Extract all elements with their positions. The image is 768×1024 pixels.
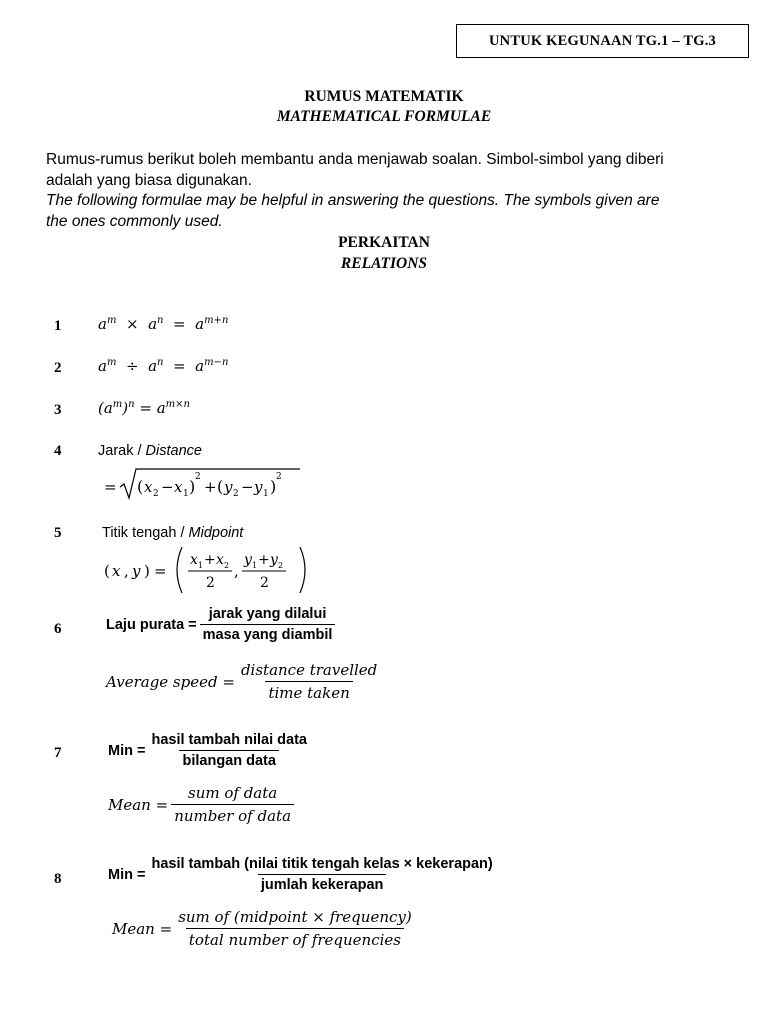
svg-text:2: 2 [233, 489, 239, 499]
intro-english [46, 190, 726, 232]
formula-7-english-fraction [171, 784, 294, 825]
svg-text:): ) [144, 562, 150, 580]
formula-1: $a^m \times a^n = a^{m+n}$ [98, 315, 229, 333]
svg-text:2: 2 [276, 472, 282, 482]
formula-7-number: 7 [54, 745, 62, 761]
formula-8-malay-numerator: hasil tambah (nilai titik tengah kelas × kekerapan) [151, 856, 493, 872]
svg-text:(: ( [137, 477, 144, 496]
svg-text:2: 2 [224, 561, 230, 570]
svg-text:+: + [204, 552, 216, 568]
svg-text:1: 1 [198, 561, 204, 570]
svg-text:): ) [189, 477, 196, 496]
formula-7-malay-lhs: Min = [108, 742, 146, 759]
formula-5 [104, 545, 324, 600]
formula-8-english-fraction [175, 908, 415, 949]
svg-text:2: 2 [153, 489, 159, 499]
intro-english-line1: The following formulae may be helpful in answering the questions. The symbols given are [46, 192, 660, 209]
formula-6-english-lhs: Average speed = [106, 672, 235, 691]
formula-6-malay-lhs: Laju purata = [106, 616, 197, 633]
svg-text:x: x [112, 562, 121, 580]
svg-text:(: ( [217, 477, 224, 496]
formula-8-english [112, 908, 418, 949]
section-title-english: RELATIONS [340, 255, 428, 272]
formula-7-english [108, 784, 297, 825]
formula-8-english-numerator: sum of (midpoint × frequency) [178, 908, 412, 926]
formula-5-label-english: Midpoint [188, 525, 244, 541]
svg-text:2: 2 [206, 575, 215, 591]
usage-label: UNTUK KEGUNAAN TG.1 – TG.3 [488, 32, 717, 49]
formula-6-english-fraction [238, 661, 380, 702]
formula-8-malay-denominator: jumlah kekerapan [258, 874, 387, 893]
svg-text:y: y [254, 478, 263, 496]
svg-text:x: x [174, 478, 183, 496]
section-title-malay: PERKAITAN [338, 234, 430, 251]
formula-7-english-denominator: number of data [171, 804, 294, 825]
svg-text:): ) [270, 477, 277, 496]
formula-8-malay-fraction [148, 856, 495, 893]
formula-4-number: 4 [54, 443, 62, 459]
formula-7-malay-numerator: hasil tambah nilai data [151, 732, 307, 748]
svg-text:x: x [216, 552, 224, 568]
formula-6-malay-numerator: jarak yang dilalui [208, 606, 327, 622]
formula-4-label-malay: Jarak / [98, 443, 146, 459]
svg-text:2: 2 [260, 575, 269, 591]
intro-malay-line1: Rumus-rumus berikut boleh membantu anda menjawab soalan. Simbol-simbol yang diberi [46, 151, 664, 168]
svg-text:y: y [132, 562, 141, 580]
svg-text:,: , [234, 562, 239, 580]
formula-6-number: 6 [54, 621, 62, 637]
usage-label-box [456, 24, 749, 58]
formula-6-malay-denominator: masa yang diambil [200, 624, 336, 643]
formula-2: $a^m \div a^n = a^{m-n}$ [98, 357, 229, 375]
formula-3-number: 3 [54, 402, 62, 418]
svg-text:=: = [154, 562, 167, 580]
intro-english-line2: the ones commonly used. [46, 213, 223, 230]
formula-4-label-english: Distance [145, 443, 202, 459]
formula-6-english [106, 661, 383, 702]
formula-7-malay-fraction [148, 732, 310, 769]
svg-text:y: y [244, 552, 252, 568]
formula-8-english-lhs: Mean = [112, 919, 173, 938]
formula-4-label [98, 443, 202, 459]
formula-5-number: 5 [54, 525, 62, 541]
title-english: MATHEMATICAL FORMULAE [276, 108, 492, 125]
formula-2-number: 2 [54, 360, 62, 376]
svg-text:1: 1 [263, 489, 269, 499]
formula-7-english-lhs: Mean = [108, 795, 169, 814]
distance-formula-svg [104, 465, 304, 501]
svg-text:−: − [161, 478, 174, 496]
formula-7-english-numerator: sum of data [188, 784, 278, 802]
svg-text:+: + [258, 552, 270, 568]
intro-malay-line2: adalah yang biasa digunakan. [46, 172, 252, 189]
formula-6-english-numerator: distance travelled [240, 661, 378, 679]
formula-8-malay [108, 856, 499, 893]
svg-text:1: 1 [252, 561, 258, 570]
svg-text:=: = [104, 478, 117, 496]
svg-text:+: + [204, 478, 217, 496]
formula-8-english-denominator: total number of frequencies [186, 928, 404, 949]
title-malay: RUMUS MATEMATIK [304, 88, 464, 105]
formula-5-label-malay: Titik tengah / [102, 525, 189, 541]
svg-text:y: y [224, 478, 233, 496]
svg-text:−: − [241, 478, 254, 496]
svg-text:,: , [124, 562, 129, 580]
formula-6-english-denominator: time taken [265, 681, 352, 702]
formula-7-malay-denominator: bilangan data [179, 750, 278, 769]
formula-1-number: 1 [54, 318, 62, 334]
svg-text:(: ( [104, 562, 110, 580]
intro-malay [46, 149, 726, 191]
formula-8-number: 8 [54, 871, 62, 887]
midpoint-formula-svg [104, 545, 324, 595]
formula-6-malay [106, 606, 338, 643]
svg-text:2: 2 [278, 561, 284, 570]
formula-7-malay [108, 732, 313, 769]
formula-4 [104, 465, 304, 506]
svg-text:x: x [190, 552, 198, 568]
formula-8-malay-lhs: Min = [108, 866, 146, 883]
svg-text:2: 2 [195, 472, 201, 482]
svg-text:y: y [270, 552, 278, 568]
svg-text:x: x [144, 478, 153, 496]
formula-5-label [102, 525, 243, 541]
svg-text:1: 1 [183, 489, 189, 499]
formula-6-malay-fraction [200, 606, 336, 643]
formula-3: $(a^m)^n = a^{m\times n}$ [98, 399, 190, 417]
